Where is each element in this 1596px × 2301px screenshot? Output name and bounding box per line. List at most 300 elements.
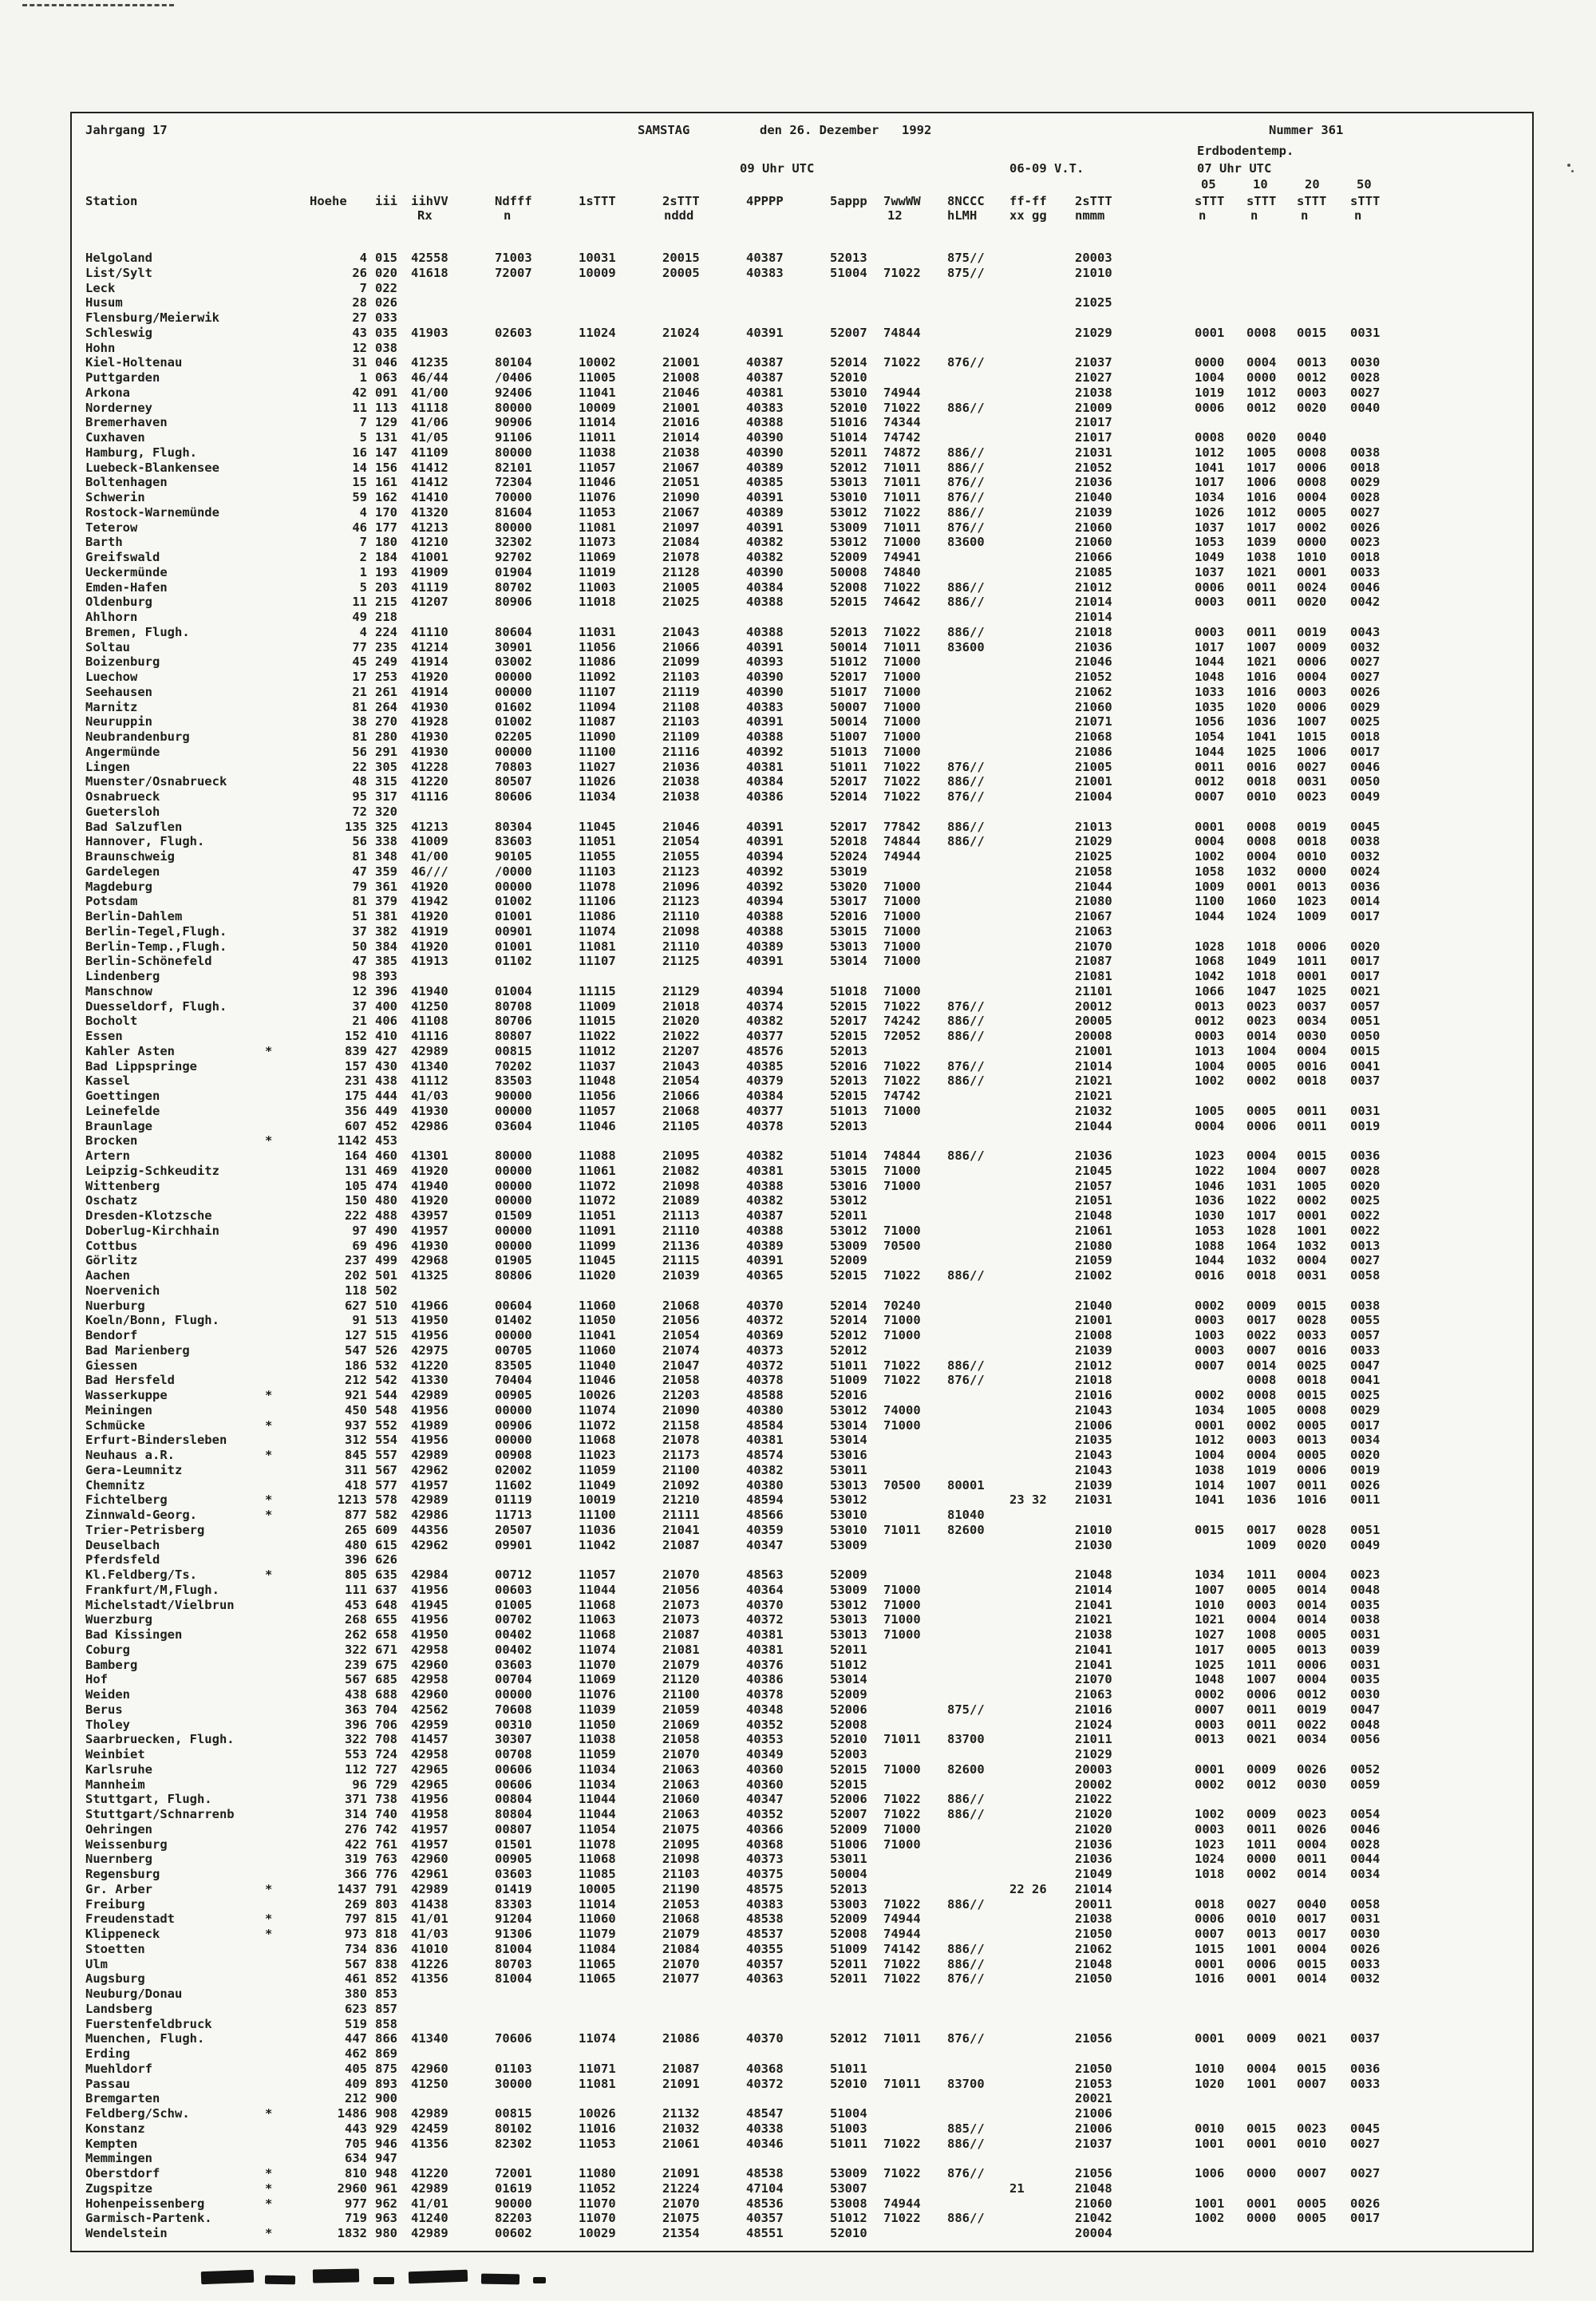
group-nmmm: 21042 [1075, 2211, 1112, 2226]
soil-temp-50: 0034 [1350, 1867, 1381, 1881]
station-number: 763 [375, 1852, 397, 1867]
synop-group-6: 52007 [830, 325, 867, 340]
table-row [72, 1612, 1532, 1627]
soil-temp-10: 1018 [1246, 969, 1277, 983]
station-name: Osnabrueck [85, 789, 160, 804]
table-row [72, 2211, 1532, 2226]
station-height: 356 [345, 1103, 367, 1118]
synop-group-1: 41412 [411, 460, 448, 475]
scan-artifact [265, 2275, 295, 2285]
soil-temp-20: 0025 [1297, 1358, 1327, 1373]
station-name: Rostock-Warnemünde [85, 504, 219, 520]
station-number: 410 [375, 1029, 397, 1043]
table-row [72, 1627, 1532, 1643]
group-7wwWW: 71000 [883, 1313, 921, 1328]
synop-group-2: /0406 [495, 370, 532, 385]
synop-group-5: 48594 [746, 1492, 784, 1508]
soil-temp-05: 1037 [1195, 564, 1225, 579]
station-name: Wittenberg [85, 1178, 160, 1193]
table-row [72, 1313, 1532, 1328]
synop-group-5: 47104 [746, 2180, 784, 2196]
soil-temp-20: 0015 [1297, 1388, 1327, 1402]
station-name: Berlin-Schönefeld [85, 954, 212, 969]
station-height: 447 [345, 2031, 367, 2046]
group-nmmm: 21021 [1075, 1612, 1112, 1627]
synop-group-3: 11086 [579, 654, 616, 670]
synop-group-4: 21115 [662, 1253, 700, 1268]
synop-group-5: 40378 [746, 1687, 784, 1702]
synop-group-6: 51011 [830, 2061, 867, 2076]
station-height: 186 [345, 1358, 367, 1373]
station-name: Michelstadt/Vielbrun [85, 1597, 235, 1612]
soil-temp-50: 0056 [1350, 1732, 1381, 1747]
station-number: 688 [375, 1687, 397, 1702]
soil-temp-05: 1001 [1195, 2136, 1225, 2151]
soil-temp-50: 0031 [1350, 1103, 1381, 1118]
group-7wwWW: 71022 [883, 1373, 921, 1388]
soil-temp-05: 1030 [1195, 1208, 1225, 1223]
station-name: Lingen [85, 759, 130, 774]
group-nmmm: 20004 [1075, 2226, 1112, 2240]
synop-group-4: 21103 [662, 1867, 700, 1881]
group-7wwWW: 74944 [883, 849, 921, 864]
station-name: Neubrandenburg [85, 729, 190, 744]
station-number: 963 [375, 2211, 397, 2226]
soil-temp-50: 0020 [1350, 1178, 1381, 1193]
synop-group-3: 11060 [579, 1912, 616, 1927]
station-number: 557 [375, 1448, 397, 1462]
soil-temp-20: 0004 [1297, 1836, 1327, 1852]
soil-temp-20: 1023 [1297, 894, 1327, 909]
station-height: 11 [352, 595, 367, 610]
synop-group-2: 92406 [495, 385, 532, 400]
synop-group-6: 53016 [830, 1448, 867, 1462]
synop-group-1: 41913 [411, 954, 448, 969]
synop-group-1: 41928 [411, 714, 448, 729]
soil-temp-20: 1005 [1297, 1178, 1327, 1193]
soil-temp-50: 0046 [1350, 579, 1381, 595]
synop-group-1: 41930 [411, 729, 448, 744]
synop-group-6: 52011 [830, 1956, 867, 1971]
soil-temp-50: 0034 [1350, 1433, 1381, 1448]
synop-group-6: 53008 [830, 2196, 867, 2211]
station-height: 921 [345, 1388, 367, 1402]
synop-group-6: 52011 [830, 445, 867, 460]
soil-temp-50: 0027 [1350, 670, 1381, 684]
synop-group-2: 00906 [495, 1417, 532, 1433]
station-height: 322 [345, 1642, 367, 1657]
synop-group-6: 50014 [830, 639, 867, 654]
table-row [72, 1328, 1532, 1343]
synop-group-1: 42960 [411, 2061, 448, 2076]
soil-temp-05: 1014 [1195, 1477, 1225, 1492]
synop-group-6: 52010 [830, 2076, 867, 2091]
sub-rx: Rx [417, 208, 433, 223]
group-nmmm: 21014 [1075, 595, 1112, 610]
group-nmmm: 21014 [1075, 1582, 1112, 1597]
table-row [72, 864, 1532, 880]
table-row [72, 1672, 1532, 1687]
synop-group-5: 40383 [746, 1896, 784, 1912]
station-number: 724 [375, 1747, 397, 1761]
group-nmmm: 21001 [1075, 1043, 1112, 1058]
station-height: 567 [345, 1672, 367, 1687]
synop-group-3: 11044 [579, 1582, 616, 1597]
soil-temp-20: 0000 [1297, 864, 1327, 879]
synop-group-4: 21158 [662, 1417, 700, 1433]
station-name: Frankfurt/M,Flugh. [85, 1582, 219, 1597]
mountain-station-marker: * [265, 1133, 273, 1149]
station-name: Cuxhaven [85, 430, 145, 445]
station-height: 95 [352, 789, 367, 804]
synop-group-1: 41228 [411, 759, 448, 774]
synop-group-2: /0000 [495, 864, 532, 879]
soil-temp-20: 1007 [1297, 714, 1327, 729]
synop-group-5: 40392 [746, 879, 784, 894]
group-nmmm: 21036 [1075, 1836, 1112, 1852]
synop-group-3: 11115 [579, 983, 616, 998]
synop-group-1: 41940 [411, 1178, 448, 1193]
synop-group-6: 51011 [830, 1358, 867, 1373]
soil-temp-05: 1044 [1195, 909, 1225, 923]
soil-temp-10: 0008 [1246, 819, 1277, 834]
synop-group-3: 11100 [579, 1508, 616, 1522]
station-name: Leinefelde [85, 1103, 160, 1118]
group-7wwWW: 71000 [883, 1597, 921, 1612]
group-7wwWW: 71000 [883, 654, 921, 670]
table-row [72, 654, 1532, 670]
synop-group-4: 21051 [662, 475, 700, 490]
synop-group-1: 41919 [411, 923, 448, 939]
synop-group-2: 01002 [495, 894, 532, 909]
group-7wwWW: 70240 [883, 1298, 921, 1313]
synop-group-3: 11072 [579, 1178, 616, 1193]
synop-group-6: 53012 [830, 1223, 867, 1238]
synop-group-4: 21018 [662, 998, 700, 1014]
synop-group-2: 00804 [495, 1792, 532, 1807]
group-nmmm: 21044 [1075, 1118, 1112, 1133]
soil-temp-50: 0030 [1350, 355, 1381, 370]
synop-group-6: 53011 [830, 1462, 867, 1477]
synop-group-4: 21063 [662, 1807, 700, 1821]
soil-temp-50: 0035 [1350, 1672, 1381, 1687]
synop-group-3: 11068 [579, 1433, 616, 1448]
synop-group-4: 21354 [662, 2226, 700, 2240]
synop-group-5: 40369 [746, 1328, 784, 1342]
soil-temp-10: 1031 [1246, 1178, 1277, 1193]
table-row [72, 1133, 1532, 1149]
soil-temp-50: 0032 [1350, 639, 1381, 654]
station-name: Neuburg/Donau [85, 1987, 183, 2001]
synop-group-2: 00606 [495, 1777, 532, 1792]
group-7wwWW: 71011 [883, 639, 921, 654]
synop-group-5: 40392 [746, 744, 784, 759]
soil-temp-20: 0007 [1297, 2166, 1327, 2180]
soil-temp-10: 0004 [1246, 1612, 1277, 1627]
station-name: Berlin-Dahlem [85, 909, 183, 923]
station-name: Fichtelberg [85, 1492, 168, 1508]
synop-group-2: 80604 [495, 624, 532, 639]
group-nmmm: 21080 [1075, 894, 1112, 909]
station-name: Berlin-Temp.,Flugh. [85, 939, 227, 954]
soil-temp-20: 0027 [1297, 759, 1327, 774]
station-number: 020 [375, 265, 397, 280]
synop-group-3: 11081 [579, 2076, 616, 2091]
station-height: 111 [345, 1582, 367, 1597]
table-row [72, 2196, 1532, 2212]
soil-temp-10: 1020 [1246, 699, 1277, 714]
synop-group-5: 40391 [746, 834, 784, 849]
synop-group-6: 52012 [830, 1342, 867, 1358]
soil-temp-05: 1010 [1195, 2061, 1225, 2076]
group-nmmm: 21052 [1075, 670, 1112, 684]
synop-group-1: 42989 [411, 1448, 448, 1462]
soil-temp-50: 0017 [1350, 1417, 1381, 1433]
synop-group-4: 21095 [662, 1149, 700, 1163]
synop-group-5: 40365 [746, 1268, 784, 1283]
station-number: 548 [375, 1402, 397, 1417]
synop-group-5: 40372 [746, 1313, 784, 1328]
table-row [72, 2226, 1532, 2241]
station-height: 112 [345, 1761, 367, 1777]
soil-temp-50: 0044 [1350, 1852, 1381, 1867]
station-number: 776 [375, 1867, 397, 1881]
synop-group-3: 10019 [579, 1492, 616, 1508]
station-name: Leipzig-Schkeuditz [85, 1163, 219, 1178]
station-name: Weinbiet [85, 1747, 145, 1761]
soil-temp-10: 0005 [1246, 1103, 1277, 1118]
synop-group-3: 11041 [579, 1328, 616, 1342]
soil-temp-50: 0030 [1350, 1927, 1381, 1941]
synop-group-2: 72001 [495, 2166, 532, 2180]
station-number: 577 [375, 1477, 397, 1492]
synop-group-4: 21043 [662, 624, 700, 639]
group-8NCCC: 886// [947, 1014, 985, 1029]
synop-group-5: 40383 [746, 400, 784, 415]
group-nmmm: 21036 [1075, 639, 1112, 654]
station-number: 648 [375, 1597, 397, 1612]
table-row [72, 415, 1532, 430]
group-8NCCC: 83600 [947, 535, 985, 550]
synop-group-5: 40392 [746, 864, 784, 879]
group-nmmm: 21061 [1075, 1223, 1112, 1238]
station-name: Konstanz [85, 2121, 145, 2136]
mountain-station-marker: * [265, 2196, 273, 2211]
group-8NCCC: 876// [947, 1373, 985, 1388]
synop-group-4: 21079 [662, 1657, 700, 1672]
station-name: Leck [85, 280, 116, 295]
station-name: Mannheim [85, 1777, 145, 1792]
synop-group-4: 21110 [662, 939, 700, 954]
synop-group-1: 44356 [411, 1522, 448, 1537]
scan-artifact [201, 2270, 255, 2284]
group-8NCCC: 886// [947, 460, 985, 475]
group-8NCCC: 886// [947, 1792, 985, 1807]
station-number: 626 [375, 1552, 397, 1568]
station-number: 249 [375, 654, 397, 670]
synop-group-6: 53020 [830, 879, 867, 894]
table-row [72, 1014, 1532, 1029]
synop-group-3: 11074 [579, 1642, 616, 1657]
station-height: 47 [352, 864, 367, 879]
table-row [72, 1807, 1532, 1822]
soil-temp-05: 0001 [1195, 1761, 1225, 1777]
soil-temp-05: 1034 [1195, 490, 1225, 504]
soil-temp-20: 0008 [1297, 445, 1327, 460]
soil-temp-05: 0010 [1195, 2121, 1225, 2136]
soil-temp-10: 1064 [1246, 1238, 1277, 1253]
synop-group-6: 53015 [830, 1163, 867, 1178]
group-nmmm: 21050 [1075, 1971, 1112, 1987]
station-number: 708 [375, 1732, 397, 1747]
synop-group-6: 52013 [830, 624, 867, 639]
table-row [72, 774, 1532, 789]
soil-temp-20: 0008 [1297, 1402, 1327, 1417]
synop-group-5: 40352 [746, 1717, 784, 1732]
group-7wwWW: 71000 [883, 744, 921, 759]
synop-group-6: 53009 [830, 520, 867, 535]
soil-temp-20: 0007 [1297, 1163, 1327, 1178]
group-nmmm: 21031 [1075, 445, 1112, 460]
group-7wwWW: 71022 [883, 1268, 921, 1283]
soil-temp-20: 0005 [1297, 1627, 1327, 1642]
soil-temp-10: 1016 [1246, 684, 1277, 699]
group-8NCCC: 876// [947, 475, 985, 490]
synop-group-6: 53014 [830, 1672, 867, 1687]
synop-group-2: 00702 [495, 1612, 532, 1627]
date-label: den 26. Dezember [760, 123, 879, 137]
synop-group-6: 53016 [830, 1178, 867, 1193]
group-7wwWW: 74844 [883, 1149, 921, 1163]
synop-group-4: 21055 [662, 849, 700, 864]
synop-group-3: 10005 [579, 1881, 616, 1896]
synop-group-2: 00000 [495, 1402, 532, 1417]
station-name: Muehldorf [85, 2061, 152, 2076]
synop-group-1: 41220 [411, 1358, 448, 1373]
soil-temp-50: 0042 [1350, 595, 1381, 610]
synop-group-3: 11050 [579, 1313, 616, 1328]
synop-group-5: 40368 [746, 2061, 784, 2076]
soil-temp-20: 0002 [1297, 1193, 1327, 1208]
soil-temp-20: 0030 [1297, 1777, 1327, 1792]
soil-temp-20: 1015 [1297, 729, 1327, 744]
group-nmmm: 20008 [1075, 1029, 1112, 1043]
table-row [72, 1478, 1532, 1493]
soil-temp-05: 0003 [1195, 1717, 1225, 1732]
station-name: List/Sylt [85, 265, 152, 280]
synop-group-5: 40391 [746, 714, 784, 729]
group-7wwWW: 71000 [883, 1612, 921, 1627]
group-7wwWW: 71011 [883, 1732, 921, 1747]
col-ffff: ff-ff [1009, 194, 1047, 208]
station-number: 113 [375, 400, 397, 415]
group-7wwWW: 71000 [883, 729, 921, 744]
group-nmmm: 21041 [1075, 1657, 1112, 1672]
station-height: 977 [345, 2196, 367, 2211]
synop-group-6: 53012 [830, 535, 867, 550]
synop-group-5: 40360 [746, 1761, 784, 1777]
station-number: 359 [375, 864, 397, 879]
synop-group-1: 42959 [411, 1717, 448, 1732]
synop-group-4: 21022 [662, 1029, 700, 1043]
synop-group-6: 52008 [830, 1927, 867, 1941]
group-nmmm: 21010 [1075, 1522, 1112, 1537]
soil-temp-50: 0041 [1350, 1058, 1381, 1073]
synop-group-3: 11086 [579, 909, 616, 923]
station-height: 212 [345, 1373, 367, 1388]
soil-temp-50: 0043 [1350, 624, 1381, 639]
group-7wwWW: 77842 [883, 819, 921, 834]
station-number: 866 [375, 2031, 397, 2046]
group-7wwWW: 71022 [883, 579, 921, 595]
synop-group-1: 41950 [411, 1313, 448, 1328]
synop-group-6: 52024 [830, 849, 867, 864]
group-8NCCC: 886// [947, 1073, 985, 1089]
table-row [72, 1762, 1532, 1777]
station-name: Karlsruhe [85, 1761, 152, 1777]
table-row [72, 969, 1532, 984]
sub-12: 12 [887, 208, 903, 223]
synop-group-4: 21113 [662, 1208, 700, 1223]
synop-group-5: 40390 [746, 670, 784, 684]
synop-group-4: 21129 [662, 983, 700, 998]
synop-group-6: 51012 [830, 1657, 867, 1672]
group-8NCCC: 876// [947, 789, 985, 804]
synop-group-1: 41920 [411, 670, 448, 684]
soil-temp-50: 0027 [1350, 2136, 1381, 2151]
synop-group-2: 30901 [495, 639, 532, 654]
group-7wwWW: 74242 [883, 1014, 921, 1029]
synop-group-3: 11012 [579, 1043, 616, 1058]
soil-temp-10: 0027 [1246, 1896, 1277, 1912]
synop-group-3: 11057 [579, 460, 616, 475]
group-7wwWW: 71022 [883, 2136, 921, 2151]
synop-group-5: 40385 [746, 475, 784, 490]
table-row [72, 1164, 1532, 1179]
soil-temp-10: 0011 [1246, 1821, 1277, 1836]
synop-group-1: 42989 [411, 2226, 448, 2240]
group-nmmm: 21038 [1075, 1627, 1112, 1642]
synop-group-6: 53012 [830, 1193, 867, 1208]
station-name: Bad Kissingen [85, 1627, 183, 1642]
group-nmmm: 21037 [1075, 355, 1112, 370]
group-7wwWW: 71000 [883, 1836, 921, 1852]
synop-group-2: 01004 [495, 983, 532, 998]
station-number: 815 [375, 1912, 397, 1927]
synop-group-5: 40382 [746, 1014, 784, 1029]
synop-group-2: 80906 [495, 595, 532, 610]
table-row [72, 2091, 1532, 2106]
synop-group-3: 11069 [579, 550, 616, 564]
station-name: Kahler Asten [85, 1043, 175, 1058]
synop-group-4: 21128 [662, 564, 700, 579]
soil-temp-10: 0005 [1246, 1642, 1277, 1657]
synop-group-4: 21070 [662, 2196, 700, 2211]
station-height: 164 [345, 1149, 367, 1163]
col-Ndfff: Ndfff [495, 194, 532, 208]
table-row [72, 550, 1532, 565]
col-soil-10: sTTT [1246, 194, 1277, 208]
soil-temp-10: 0007 [1246, 1342, 1277, 1358]
synop-group-5: 40388 [746, 729, 784, 744]
table-row [72, 2031, 1532, 2046]
station-number: 671 [375, 1642, 397, 1657]
soil-temp-20: 0040 [1297, 1896, 1327, 1912]
soil-temp-05: 0006 [1195, 400, 1225, 415]
synop-group-4: 21091 [662, 2076, 700, 2091]
soil-temp-50: 0037 [1350, 1073, 1381, 1089]
station-height: 461 [345, 1971, 367, 1987]
